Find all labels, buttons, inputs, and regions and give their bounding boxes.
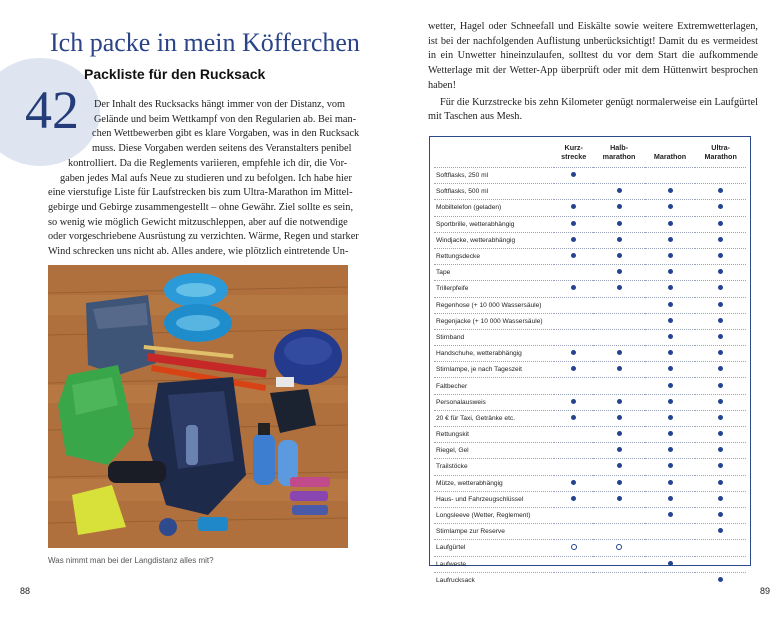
table-cell <box>593 410 644 426</box>
gear-photo-illustration <box>48 265 348 548</box>
table-cell <box>695 475 746 491</box>
table-row <box>434 524 746 540</box>
table-cell <box>695 313 746 329</box>
required-marker <box>718 431 723 436</box>
table-cell <box>695 362 746 378</box>
table-row <box>434 346 746 362</box>
table-item-label: Mütze, wetterabhängig <box>434 475 554 491</box>
table-row <box>434 491 746 507</box>
required-marker <box>668 399 673 404</box>
required-marker <box>718 577 723 582</box>
table-cell <box>593 297 644 313</box>
required-marker <box>668 447 673 452</box>
table-cell <box>645 556 696 572</box>
table-cell <box>593 313 644 329</box>
required-marker <box>718 496 723 501</box>
column-header-kurzstrecke: Kurz- strecke <box>561 143 587 161</box>
table-item-label: Stirnlampe, je nach Tageszeit <box>434 362 554 378</box>
required-marker <box>617 204 622 209</box>
table-row <box>434 232 746 248</box>
required-marker <box>668 285 673 290</box>
required-marker <box>617 496 622 501</box>
table-cell <box>593 540 644 556</box>
page-number-right: 89 <box>759 586 770 596</box>
table-item-label: Regenjacke (+ 10 000 Wassersäule) <box>434 313 554 329</box>
right-page <box>388 0 776 620</box>
table-cell <box>554 459 593 475</box>
table-cell <box>695 346 746 362</box>
required-marker <box>668 253 673 258</box>
body-line: Wind schrecken uns nicht ab. Alles andere, wie plötzlich eintretende Un- <box>48 246 349 258</box>
table-row <box>434 443 746 459</box>
body-text-left <box>48 98 364 260</box>
required-marker <box>718 366 723 371</box>
table-cell <box>695 410 746 426</box>
table-row <box>434 556 746 572</box>
required-marker <box>668 463 673 468</box>
required-marker <box>617 480 622 485</box>
gear-photo <box>48 265 348 548</box>
table-item-label: Longsleeve (Wetter, Reglement) <box>434 507 554 523</box>
table-cell <box>593 475 644 491</box>
table-row <box>434 184 746 200</box>
required-marker <box>571 221 576 226</box>
body-text-right <box>428 20 758 125</box>
table-cell <box>593 346 644 362</box>
required-marker <box>718 302 723 307</box>
table-row <box>434 265 746 281</box>
required-marker <box>668 431 673 436</box>
table-item-label: Faltbecher <box>434 378 554 394</box>
column-header-halbmarathon: Halb- marathon <box>602 143 636 161</box>
required-marker <box>668 383 673 388</box>
required-marker <box>668 415 673 420</box>
required-marker <box>617 221 622 226</box>
table-cell <box>645 184 696 200</box>
table-cell <box>554 297 593 313</box>
table-cell <box>554 265 593 281</box>
required-marker <box>571 285 576 290</box>
required-marker <box>668 318 673 323</box>
table-cell <box>645 540 696 556</box>
table-cell <box>695 540 746 556</box>
table-row <box>434 313 746 329</box>
body-line: so wenig wie möglich Gewicht mitzuschleppen, aber auf die notwendige <box>48 216 348 228</box>
table-cell <box>645 248 696 264</box>
required-marker <box>617 188 622 193</box>
table-cell <box>554 248 593 264</box>
table-cell <box>645 329 696 345</box>
table-cell <box>593 168 644 184</box>
required-marker <box>571 480 576 485</box>
table-cell <box>593 491 644 507</box>
table-cell <box>554 540 593 556</box>
table-item-label: Laufweste <box>434 556 554 572</box>
table-cell <box>695 491 746 507</box>
optional-marker <box>616 544 622 550</box>
required-marker <box>571 253 576 258</box>
table-cell <box>645 572 696 588</box>
required-marker <box>718 463 723 468</box>
table-cell <box>554 346 593 362</box>
table-item-label: Sportbrille, wetterabhängig <box>434 216 554 232</box>
table-item-label: Tape <box>434 265 554 281</box>
table-item-label: Laufgürtel <box>434 540 554 556</box>
table-cell <box>645 297 696 313</box>
table-row <box>434 248 746 264</box>
required-marker <box>668 496 673 501</box>
required-marker <box>718 528 723 533</box>
required-marker <box>617 237 622 242</box>
required-marker <box>718 334 723 339</box>
table-cell <box>593 329 644 345</box>
table-cell <box>695 168 746 184</box>
table-cell <box>593 572 644 588</box>
table-cell <box>645 281 696 297</box>
required-marker <box>718 399 723 404</box>
table-cell <box>645 410 696 426</box>
required-marker <box>718 253 723 258</box>
table-cell <box>554 394 593 410</box>
table-item-label: Softflasks, 250 ml <box>434 168 554 184</box>
required-marker <box>617 285 622 290</box>
table-cell <box>645 427 696 443</box>
table-row <box>434 394 746 410</box>
table-cell <box>695 297 746 313</box>
body-line: gaben jedes Mal aufs Neue zu studieren und zu befolgen. Ich habe hier <box>60 172 352 184</box>
required-marker <box>718 285 723 290</box>
table-cell <box>645 346 696 362</box>
table-cell <box>554 443 593 459</box>
required-marker <box>571 399 576 404</box>
required-marker <box>668 188 673 193</box>
table-cell <box>645 265 696 281</box>
table-cell <box>593 427 644 443</box>
table-item-label: Trailstöcke <box>434 459 554 475</box>
required-marker <box>668 204 673 209</box>
required-marker <box>718 318 723 323</box>
paragraph: Für die Kurzstrecke bis zehn Kilometer genügt normalerweise ein Laufgürtel mit Taschen aus Mesh. <box>428 96 758 123</box>
table-cell <box>554 313 593 329</box>
required-marker <box>718 350 723 355</box>
table-cell <box>645 168 696 184</box>
packing-list-table-frame <box>429 136 751 584</box>
table-item-label: Windjacke, wetterabhängig <box>434 232 554 248</box>
required-marker <box>617 431 622 436</box>
table-cell <box>593 556 644 572</box>
required-marker <box>617 350 622 355</box>
table-item-label: Laufrucksack <box>434 572 554 588</box>
table-row <box>434 540 746 556</box>
table-cell <box>645 216 696 232</box>
table-cell <box>554 410 593 426</box>
table-cell <box>695 524 746 540</box>
optional-marker <box>571 544 577 550</box>
required-marker <box>668 302 673 307</box>
table-cell <box>554 556 593 572</box>
table-cell <box>593 378 644 394</box>
table-row <box>434 329 746 345</box>
table-row <box>434 281 746 297</box>
required-marker <box>571 496 576 501</box>
required-marker <box>617 415 622 420</box>
table-cell <box>645 394 696 410</box>
required-marker <box>668 221 673 226</box>
photo-caption: Was nimmt man bei der Langdistanz alles mit? <box>48 556 214 565</box>
table-cell <box>593 443 644 459</box>
required-marker <box>718 447 723 452</box>
required-marker <box>571 237 576 242</box>
table-header-row <box>434 137 746 168</box>
table-item-label: Personalausweis <box>434 394 554 410</box>
required-marker <box>668 237 673 242</box>
table-cell <box>645 200 696 216</box>
table-cell <box>695 507 746 523</box>
table-cell <box>593 524 644 540</box>
required-marker <box>718 415 723 420</box>
table-item-label: Handschuhe, wetterabhängig <box>434 346 554 362</box>
table-cell <box>645 232 696 248</box>
table-cell <box>645 378 696 394</box>
required-marker <box>617 447 622 452</box>
required-marker <box>718 237 723 242</box>
table-cell <box>695 265 746 281</box>
table-cell <box>593 232 644 248</box>
required-marker <box>668 350 673 355</box>
table-item-label: Mobiltelefon (geladen) <box>434 200 554 216</box>
table-item-label: Haus- und Fahrzeugschlüssel <box>434 491 554 507</box>
table-body <box>434 168 746 588</box>
table-cell <box>695 556 746 572</box>
table-cell <box>695 394 746 410</box>
body-line: kontrolliert. Da die Reglements variieren, empfehle ich dir, die Vor- <box>68 157 348 169</box>
table-cell <box>593 394 644 410</box>
packing-list-table <box>434 137 746 588</box>
body-line: gebirge und Gebirge zusammengestellt – ohne Gewähr. Ziel sollte es sein, <box>48 201 354 213</box>
table-cell <box>645 507 696 523</box>
table-cell <box>554 475 593 491</box>
table-cell <box>645 491 696 507</box>
table-cell <box>645 459 696 475</box>
table-cell <box>554 572 593 588</box>
column-header-ultra-marathon: Ultra- Marathon <box>704 143 737 161</box>
table-cell <box>645 524 696 540</box>
required-marker <box>617 366 622 371</box>
table-item-label: Rettungskit <box>434 427 554 443</box>
table-cell <box>695 281 746 297</box>
required-marker <box>718 383 723 388</box>
table-cell <box>554 216 593 232</box>
required-marker <box>718 269 723 274</box>
table-cell <box>593 216 644 232</box>
required-marker <box>668 334 673 339</box>
body-line: Gelände und beim Wettkampf von den Regularien ab. Bei man- <box>94 113 357 125</box>
table-cell <box>593 184 644 200</box>
required-marker <box>718 480 723 485</box>
table-cell <box>593 362 644 378</box>
table-row <box>434 572 746 588</box>
table-cell <box>593 200 644 216</box>
table-cell <box>554 427 593 443</box>
body-line: oder vorgeschriebene Ausrüstung zu verzichten. Wärme, Regen und starker <box>48 231 359 243</box>
table-cell <box>554 362 593 378</box>
table-cell <box>593 507 644 523</box>
table-cell <box>695 443 746 459</box>
table-cell <box>554 281 593 297</box>
required-marker <box>668 269 673 274</box>
table-row <box>434 410 746 426</box>
table-row <box>434 507 746 523</box>
table-cell <box>695 248 746 264</box>
required-marker <box>617 253 622 258</box>
table-cell <box>695 184 746 200</box>
table-cell <box>645 313 696 329</box>
table-cell <box>695 216 746 232</box>
required-marker <box>571 172 576 177</box>
table-item-label: Stirnband <box>434 329 554 345</box>
page-number-left: 88 <box>20 586 31 596</box>
table-cell <box>695 572 746 588</box>
table-row <box>434 378 746 394</box>
table-cell <box>695 200 746 216</box>
body-line: Der Inhalt des Rucksacks hängt immer von der Distanz, vom <box>94 99 346 110</box>
required-marker <box>668 366 673 371</box>
table-cell <box>593 248 644 264</box>
table-cell <box>593 459 644 475</box>
required-marker <box>718 188 723 193</box>
table-cell <box>593 281 644 297</box>
required-marker <box>718 221 723 226</box>
table-cell <box>645 475 696 491</box>
page-subtitle: Packliste für den Rucksack <box>84 66 266 82</box>
table-cell <box>554 378 593 394</box>
table-cell <box>554 232 593 248</box>
table-cell <box>645 362 696 378</box>
table-cell <box>554 184 593 200</box>
page-title: Ich packe in mein Köfferchen <box>50 28 360 57</box>
required-marker <box>571 366 576 371</box>
item-column-header <box>434 137 554 168</box>
table-item-label: Riegel, Gel <box>434 443 554 459</box>
table-cell <box>593 265 644 281</box>
table-row <box>434 216 746 232</box>
table-row <box>434 200 746 216</box>
required-marker <box>617 399 622 404</box>
table-item-label: Stirnlampe zur Reserve <box>434 524 554 540</box>
body-line: eine vierstufige Liste für Laufstrecken bis zum Ultra-Marathon im Mittel- <box>48 187 353 199</box>
table-item-label: Softflasks, 500 ml <box>434 184 554 200</box>
table-cell <box>695 329 746 345</box>
column-header-marathon: Marathon <box>653 152 687 161</box>
required-marker <box>668 561 673 566</box>
table-cell <box>554 507 593 523</box>
table-row <box>434 475 746 491</box>
table-cell <box>554 168 593 184</box>
required-marker <box>668 480 673 485</box>
table-cell <box>554 524 593 540</box>
required-marker <box>571 415 576 420</box>
table-item-label: Regenhose (+ 10 000 Wassersäule) <box>434 297 554 313</box>
body-line: chen Wettbewerben gibt es klare Vorgaben, was in den Rucksack <box>92 128 360 140</box>
required-marker <box>718 204 723 209</box>
paragraph: wetter, Hagel oder Schneefall und Eiskälte sowie weitere Extremwetterlagen, ist bei der nachfolgenden Auflistung unberücksichtigt! Damit du es vermeidest in ein Unwetter hineinzulaufen, solltest du vor dem Start die aufkommende Wetterlage mit der Wetter-App überprüft oder mit dem Hüttenwirt besprochen haben! <box>428 21 758 91</box>
table-row <box>434 362 746 378</box>
table-row <box>434 459 746 475</box>
table-cell <box>695 378 746 394</box>
table-row <box>434 427 746 443</box>
table-item-label: 20 € für Taxi, Getränke etc. <box>434 410 554 426</box>
table-row <box>434 168 746 184</box>
table-cell <box>695 427 746 443</box>
required-marker <box>571 204 576 209</box>
table-cell <box>695 459 746 475</box>
required-marker <box>718 512 723 517</box>
table-cell <box>554 329 593 345</box>
table-cell <box>645 443 696 459</box>
table-item-label: Rettungsdecke <box>434 248 554 264</box>
required-marker <box>668 512 673 517</box>
table-cell <box>554 200 593 216</box>
table-cell <box>695 232 746 248</box>
required-marker <box>571 350 576 355</box>
table-row <box>434 297 746 313</box>
required-marker <box>617 269 622 274</box>
table-item-label: Trillerpfeife <box>434 281 554 297</box>
required-marker <box>617 463 622 468</box>
chapter-number: 42 <box>25 80 79 140</box>
table-cell <box>554 491 593 507</box>
body-line: muss. Diese Vorgaben werden seitens des Veranstalters penibel <box>92 143 352 155</box>
